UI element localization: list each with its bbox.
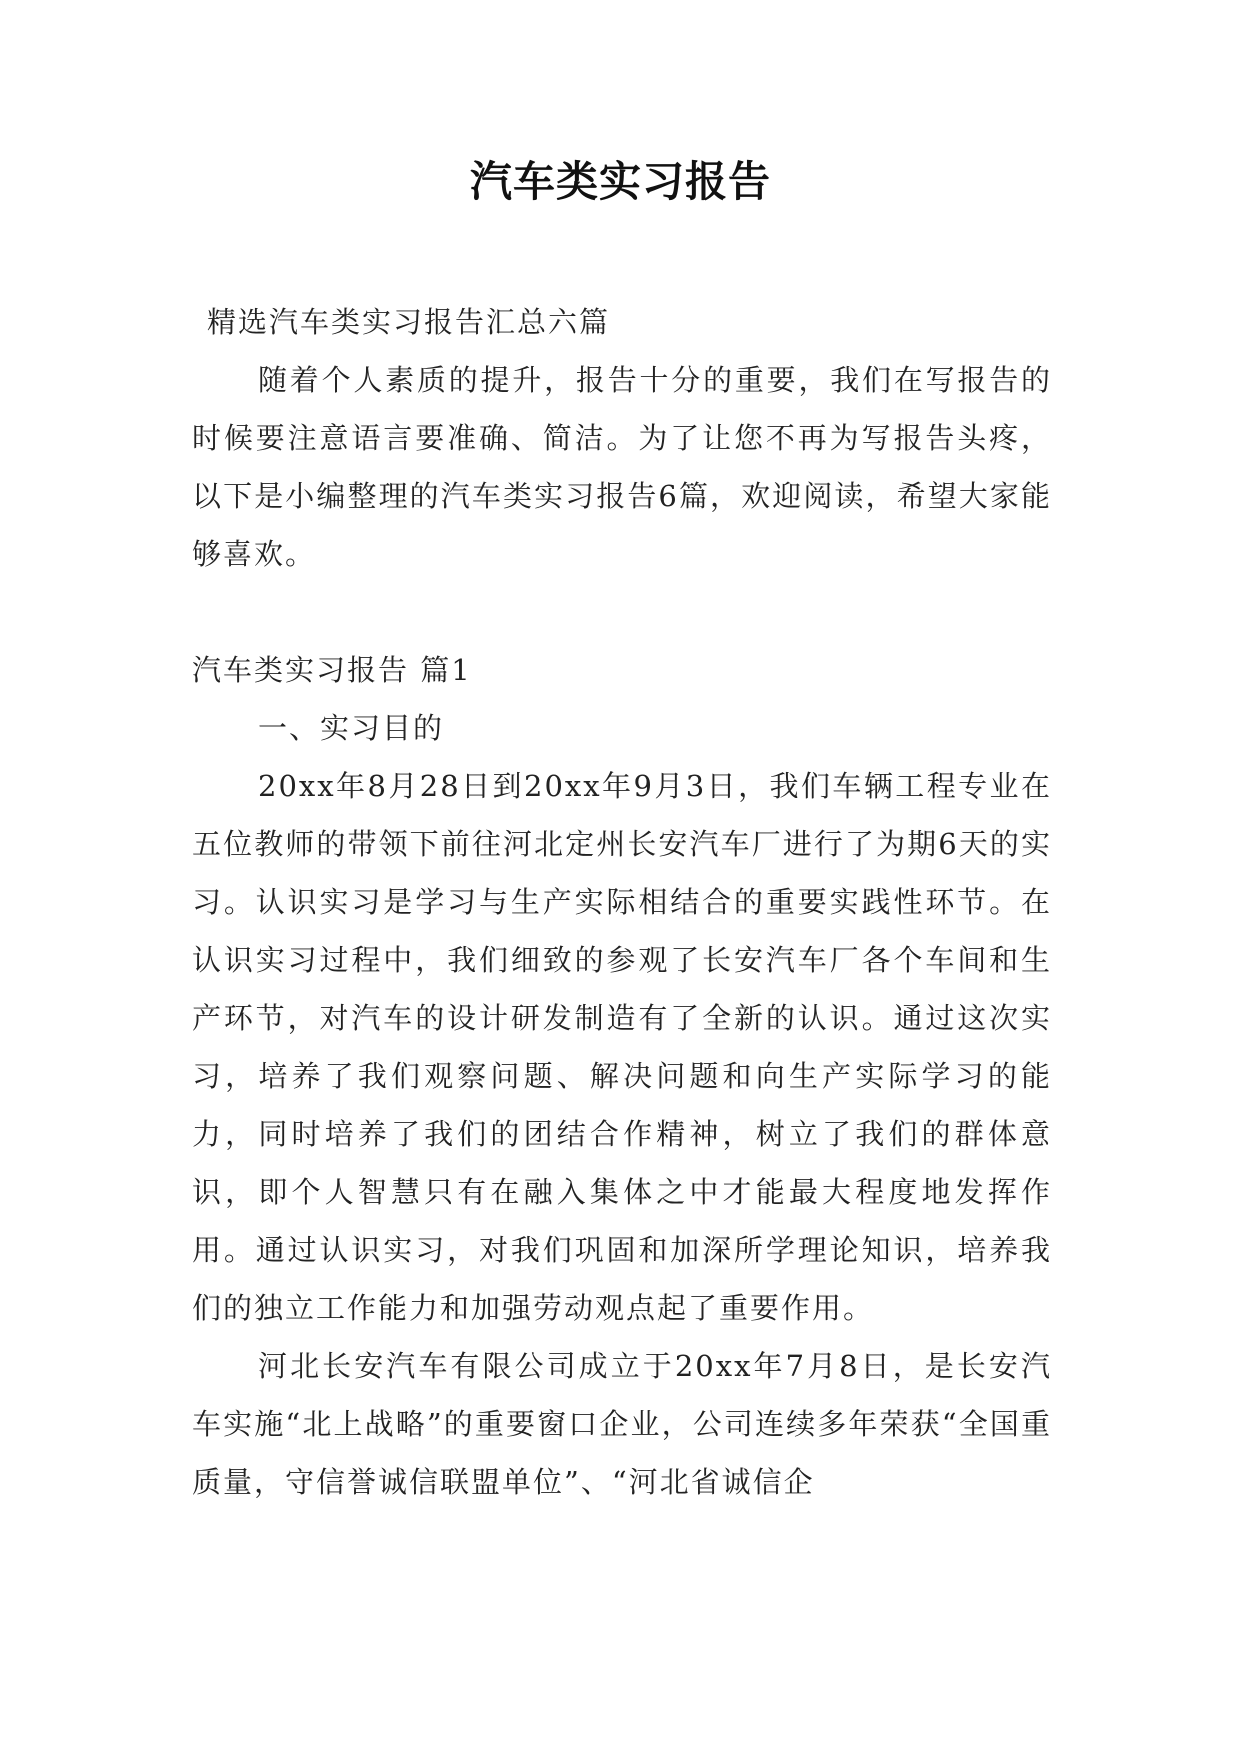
body-paragraph: 20xx年8月28日到20xx年9月3日，我们车辆工程专业在五位教师的带领下前往河北定州长安汽车厂进行了为期6天的实习。认识实习是学习与生产实际相结合的重要实践性环节。在认识实习过程中，我们细致的参观了长安汽车厂各个车间和生产环节，对汽车的设计研发制造有了全新的认识。通过这次实习，培养了我们观察问题、解决问题和向生产实际学习的能力，同时培养了我们的团结合作精神，树立了我们的群体意识，即个人智慧只有在融入集体之中才能最大程度地发挥作用。通过认识实习，对我们巩固和加深所学理论知识，培养我们的独立工作能力和加强劳动观点起了重要作用。 xyxy=(192,769,1052,1325)
document-title: 汽车类实习报告 xyxy=(469,157,771,206)
subheading: 一、实习目的 xyxy=(258,711,445,745)
document-subtitle: 精选汽车类实习报告汇总六篇 xyxy=(207,305,611,339)
body-paragraph: 河北长安汽车有限公司成立于20xx年7月8日，是长安汽车实施“北上战略”的重要窗口企业，公司连续多年荣获“全国重质量，守信誉诚信联盟单位”、“河北省诚信企 xyxy=(192,1349,1052,1499)
section-heading: 汽车类实习报告 篇1 xyxy=(192,653,472,687)
intro-paragraph: 随着个人素质的提升，报告十分的重要，我们在写报告的时候要注意语言要准确、简洁。为了让您不再为写报告头疼，以下是小编整理的汽车类实习报告6篇，欢迎阅读，希望大家能够喜欢。 xyxy=(192,363,1052,571)
document-body xyxy=(192,293,1052,1511)
